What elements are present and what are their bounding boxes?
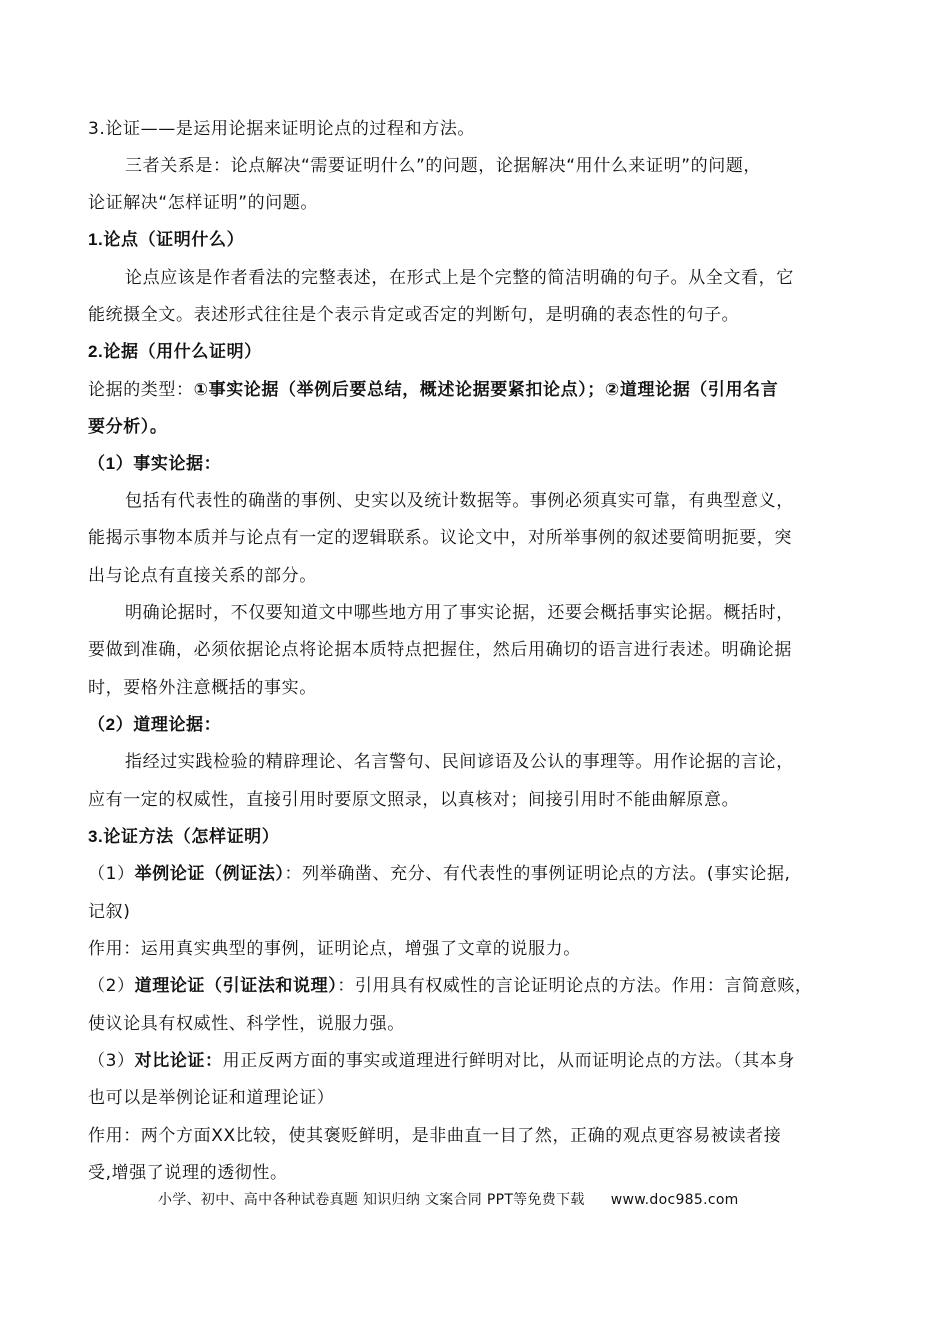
text-line: 明确论据时，不仅要知道文中哪些地方用了事实论据，还要会概括事实论据。概括时， [125, 603, 794, 623]
text-line: 受,增强了说理的透彻性。 [88, 1163, 288, 1183]
text-line: 要做到准确，必须依据论点将论据本质特点把握住，然后用确切的语言进行表述。明确论据 [88, 640, 792, 660]
section-heading: 1.论点（证明什么） [88, 230, 245, 249]
text-line: 也可以是举例论证和道理论证） [88, 1088, 335, 1108]
text-span: （3） [88, 1051, 135, 1071]
text-span: 论据的类型： [88, 380, 194, 400]
text-line: 论证解决“怎样证明”的问题。 [88, 193, 319, 213]
text-line: 能统摄全文。表述形式往往是个表示肯定或否定的判断句，是明确的表态性的句子。 [88, 305, 740, 325]
text-span: （2） [88, 976, 135, 996]
bold-span: 对比论证： [134, 1051, 223, 1070]
text-line: 要分析）。 [88, 417, 168, 436]
text-line [88, 863, 791, 885]
footer-text: 小学、初中、高中各种试卷真题 知识归纳 文案合同 PPT等免费下载 [158, 1192, 585, 1208]
section-heading: 3.论证方法（怎样证明） [88, 827, 280, 846]
subsection-heading: （1）事实论据： [88, 454, 222, 473]
text-line: 包括有代表性的确凿的事例、史实以及统计数据等。事例必须真实可靠，有典型意义， [125, 491, 794, 511]
text-line: 能揭示事物本质并与论点有一定的逻辑联系。议论文中，对所举事例的叙述要简明扼要，突 [88, 528, 792, 548]
bold-span: 举例论证（例证法） [134, 864, 285, 883]
text-line: 作用：运用真实典型的事例，证明论点，增强了文章的说服力。 [88, 939, 581, 959]
bold-span: ①事实论据（举例后要总结，概述论据要紧扣论点）；②道理论据（引用名言 [193, 380, 779, 399]
text-line: 论点应该是作者看法的完整表述，在形式上是个完整的简洁明确的句子。从全文看，它 [125, 268, 794, 288]
text-span: 用正反两方面的事实或道理进行鲜明对比，从而证明论点的方法。（其本身 [222, 1051, 795, 1071]
page-footer [158, 1190, 739, 1210]
text-line: 指经过实践检验的精辟理论、名言警句、民间谚语及公认的事理等。用作论据的言论， [125, 752, 794, 772]
subsection-heading: （2）道理论据： [88, 715, 222, 734]
bold-span: 道理论证（引证法和说理） [134, 976, 338, 995]
text-line: 出与论点有直接关系的部分。 [88, 566, 317, 586]
text-span: ：引用具有权威性的言论证明论点的方法。作用：言简意赅， [337, 976, 813, 996]
text-span: ：列举确凿、充分、有代表性的事例证明论点的方法。(事实论据, [284, 864, 791, 884]
text-span: （1） [88, 864, 135, 884]
text-line [88, 975, 813, 997]
text-line [88, 379, 778, 401]
text-line: 3.论证——是运用论据来证明论点的过程和方法。 [88, 119, 476, 139]
footer-url[interactable]: www.doc985.com [610, 1192, 739, 1208]
text-line: 时，要格外注意概括的事实。 [88, 678, 317, 698]
text-line: 三者关系是：论点解决“需要证明什么”的问题，论据解决“用什么来证明”的问题， [125, 156, 762, 176]
section-heading: 2.论据（用什么证明） [88, 342, 262, 361]
text-line [88, 1050, 795, 1072]
text-line: 记叙) [88, 902, 131, 922]
text-line: 应有一定的权威性，直接引用时要原文照录，以真核对；间接引用时不能曲解原意。 [88, 790, 740, 810]
text-line: 作用：两个方面XX比较，使其褒贬鲜明，是非曲直一目了然，正确的观点更容易被读者接 [88, 1126, 782, 1146]
text-line: 使议论具有权威性、科学性，说服力强。 [88, 1014, 405, 1034]
